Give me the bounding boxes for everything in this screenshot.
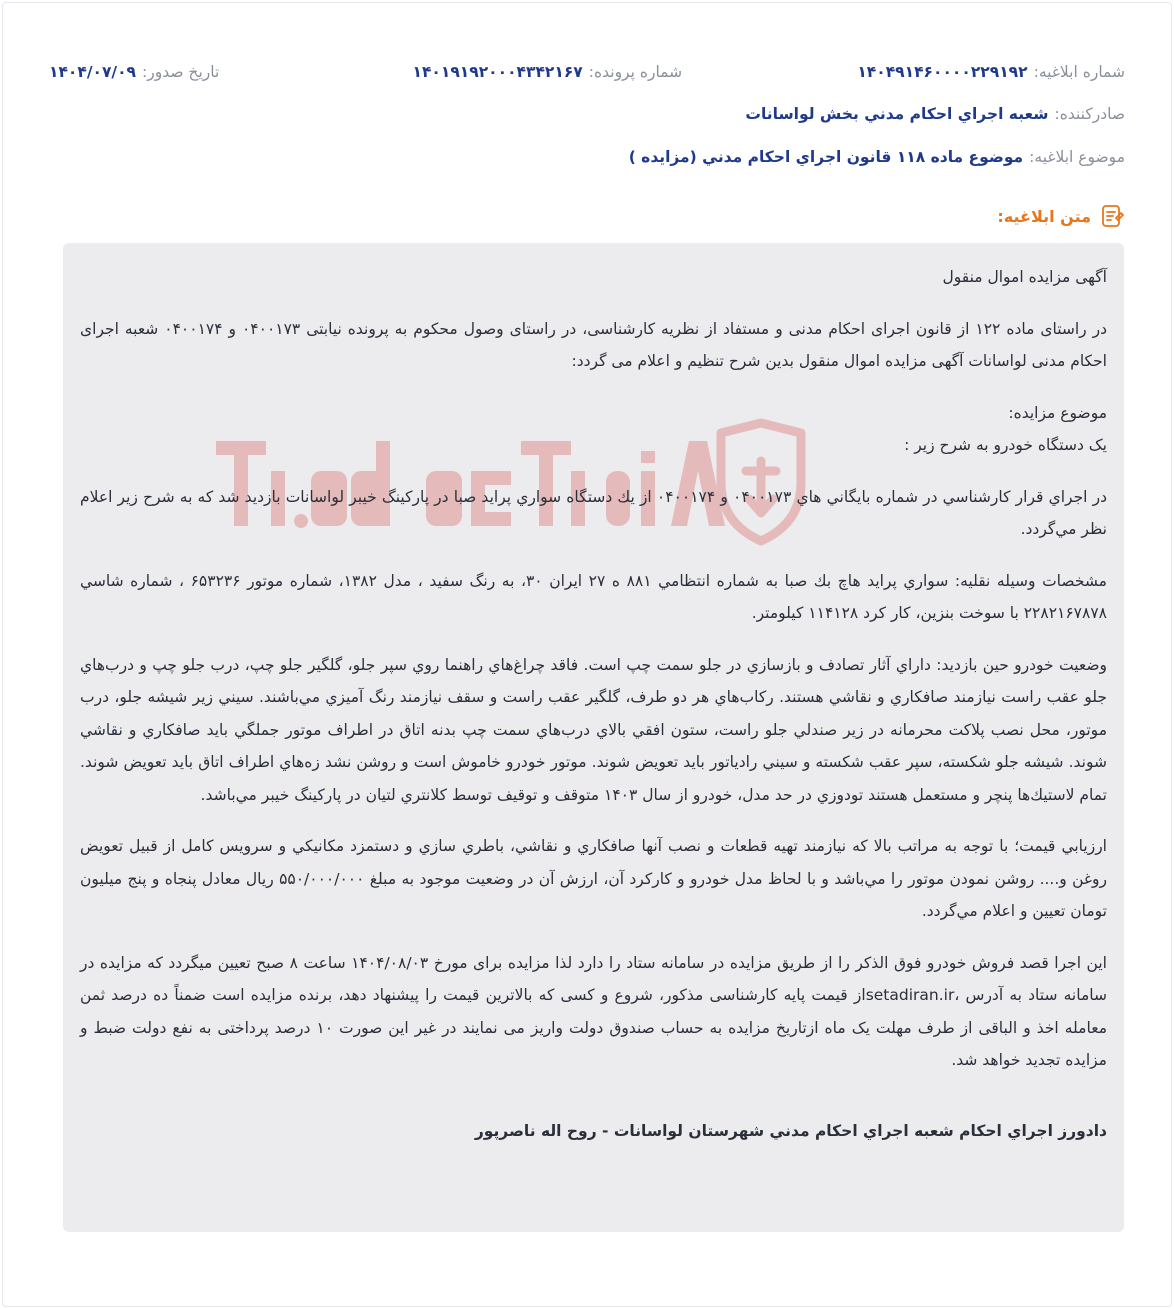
notice-card [2, 2, 1172, 1307]
issuer-value: شعبه اجراي احكام مدني بخش لواسانات [745, 105, 1049, 123]
issue-date-label: تاریخ صدور: [142, 63, 220, 81]
vehicle-condition-paragraph: وضعيت خودرو حين بازديد: داراي آثار تصادف و بازسازي در جلو سمت چپ است. فاقد چراغ‌هاي راهنما روي سپر جلو، گلگير جلو چپ، درب جلو چپ و درب‌هاي جلو عقب راست نيازمند صافكاري و نقاشي هستند. ركاب‌هاي هر دو طرف، گلگير عقب راست و سقف نيازمند رنگ آميزي مي‌باشند. سيني زير شيشه جلو، درب موتور، محل نصب پلاكت محرمانه در زير صندلي جلو راست، ستون افقي بالاي درب‌هاي سمت چپ بدنه اتاق در اطراف موتور جملگي بايد صافكاري و نقاشي شوند. شيشه جلو شكسته، سپر عقب شكسته و سيني رادياتور بايد تعويض شوند. موتور خودرو خاموش است و روشن نشد زه‌هاي اطراف اتاق بايد تعويض شوند. تمام لاستيك‌ها پنچر و مستعمل هستند تودوزي در حد مدل، خودرو از سال ۱۴۰۳ متوقف و توقيف توسط كلانتري لتيان در پاركينگ خيبر مي‌باشد. [80, 655, 1107, 804]
auction-terms-paragraph: این اجرا قصد فروش خودرو فوق الذکر را از طریق مزایده در سامانه ستاد را دارد لذا مزایده برای مورخ ۱۴۰۴/۰۸/۰۳ ساعت ۸ صبح تعیین میگردد که مزایده در سامانه ستاد به آدرس ،setadiran.irاز قیمت پایه کارشناسی مذکور، شروع و کسی که بالاترین قیمت را پیشنهاد دهد، برنده مزایده است ضمناً ده درصد ثمن معامله اخذ و الباقی از طرف مهلت یک ماه ازتاریخ مزایده به حساب صندوق دولت واریز می نمایند در غیر این صورت ۱۰ درصد پرداختی به نفع دولت ضبط و مزایده تجدید خواهد شد. [80, 953, 1107, 1069]
notice-body [63, 243, 1124, 1232]
case-number [242, 61, 682, 83]
notice-number [705, 61, 1125, 83]
auction-subject-desc: یک دستگاه خودرو به شرح زیر : [904, 436, 1107, 454]
notice-subject [49, 146, 1125, 168]
issue-date [49, 61, 219, 83]
issue-date-value: ۱۴۰۴/۰۷/۰۹ [49, 63, 137, 81]
signature-line: دادورز اجراي احكام شعبه اجراي احكام مدني شهرستان لواسانات - روح اله ناصرپور [474, 1121, 1107, 1140]
auction-subject-label: موضوع مزایده: [1008, 403, 1107, 422]
notice-heading-line: آگهی مزایده اموال منقول [942, 268, 1107, 286]
issuer [49, 103, 1125, 125]
subject-label: موضوع ابلاغیه: [1029, 148, 1125, 166]
notice-paragraph: در اجراي قرار كارشناسي در شماره بايگاني هاي ۰۴۰۰۱۷۳ و ۰۴۰۰۱۷۴ از يك دستگاه سواري پرايد صبا در پاركينگ خيبر لواسانات بازديد شد كه به شرح زير اعلام نظر مي‌گردد. [80, 487, 1107, 538]
price-evaluation-paragraph: ارزيابي قيمت؛ با توجه به مراتب بالا كه نيازمند تهيه قطعات و نصب آنها صافكاري و نقاشي، باطري سازي و دستمزد مكانيكي و سرويس كامل از قبيل تعويض روغن و.... روشن نمودن موتور را مي‌باشد و با لحاظ مدل خودرو و كاركرد آن، ارزش آن در وضعيت موجود به مبلغ ۵۵۰/۰۰۰/۰۰۰ ريال معادل پنجاه و پنج ميليون تومان تعيين و اعلام مي‌گردد. [80, 837, 1107, 920]
notice-document-icon [1099, 203, 1125, 229]
case-number-label: شماره پرونده: [588, 63, 683, 81]
subject-value: موضوع ماده ۱۱۸ قانون اجراي احكام مدني (مزايده ) [628, 148, 1024, 166]
notice-text-title: متن ابلاغیه: [997, 206, 1091, 226]
notice-meta-row [49, 61, 1125, 83]
notice-paragraph: در راستای ماده ۱۲۲ از قانون اجرای احکام مدنی و مستفاد از نظریه کارشناسی، در راستای وصول محکوم به پرونده نیابتی ۰۴۰۰۱۷۳ و ۰۴۰۰۱۷۴ شعبه اجرای احکام مدنی لواسانات آگهی مزایده اموال منقول بدین شرح تنظیم و اعلام می گردد: [80, 319, 1108, 370]
vehicle-specs-paragraph: مشخصات وسيله نقليه: سواري پرايد هاچ بك صبا به شماره انتظامي ۸۸۱ ه ۲۷ ايران ۳۰، به رنگ سفيد ، مدل ۱۳۸۲، شماره موتور ۶۵۳۲۳۶ ، شماره شاسي ۲۲۸۲۱۶۷۸۷۸ با سوخت بنزين، كار كرد ۱۱۴۱۲۸ كيلومتر. [80, 571, 1107, 622]
notice-number-value: ۱۴۰۴۹۱۴۶۰۰۰۰۲۲۹۱۹۲ [857, 63, 1028, 81]
notice-number-label: شماره ابلاغیه: [1033, 63, 1125, 81]
issuer-label: صادرکننده: [1054, 105, 1125, 123]
notice-text-heading [997, 203, 1125, 229]
case-number-value: ۱۴۰۱۹۱۹۲۰۰۰۴۳۴۲۱۶۷ [412, 63, 583, 81]
